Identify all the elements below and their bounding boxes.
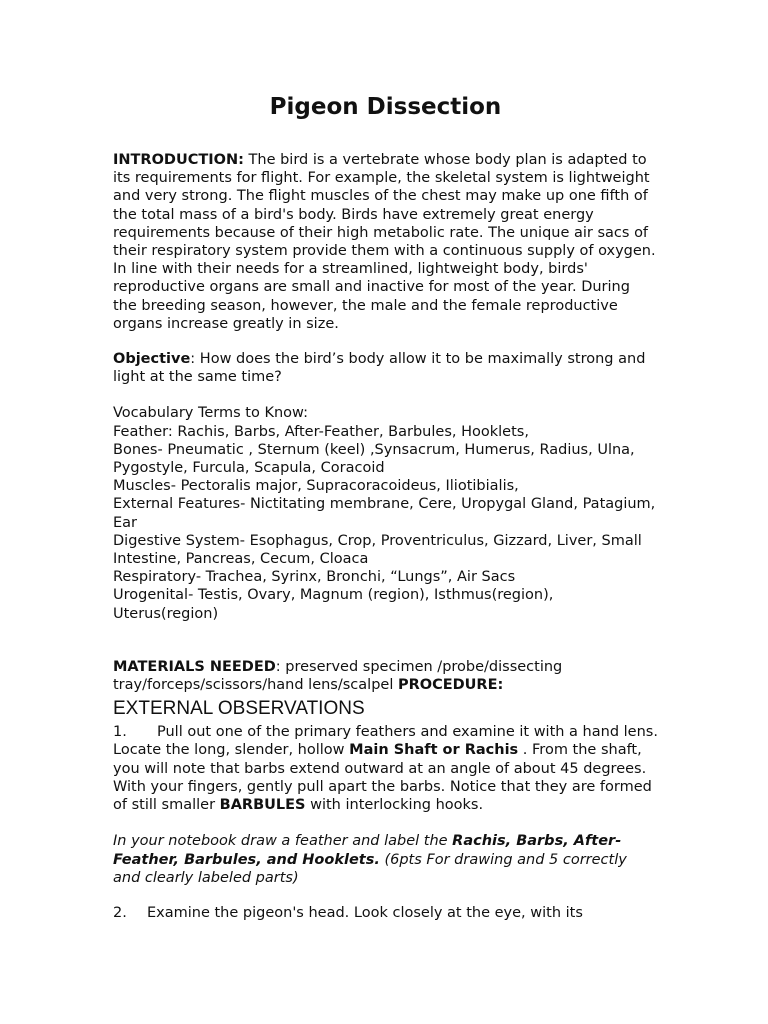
objective-label: Objective [113, 351, 191, 368]
objective-paragraph [113, 350, 658, 386]
materials-paragraph [113, 658, 658, 694]
introduction-label: INTRODUCTION: [113, 152, 244, 168]
step-1-paragraph [113, 723, 658, 814]
vocabulary-section [113, 404, 658, 622]
vocabulary-line: Bones- Pneumatic , Sternum (keel) ,Synsacrum, Humerus, Radius, Ulna, Pygostyle, Furcula, Scapula, Coracoid [113, 441, 635, 477]
step-1-bold-rachis: Main Shaft or Rachis [349, 742, 519, 759]
vocabulary-heading: Vocabulary Terms to Know: [113, 405, 308, 422]
notebook-text: In your notebook draw a feather and label the [113, 833, 453, 850]
step-1-text: . From the shaft, you will note that barbs extend outward at an angle of about 45 degrees. With your fingers, gently pull apart the barbs. Notice that they are formed of still smaller [113, 742, 652, 814]
step-2-paragraph [113, 904, 658, 922]
notebook-bold-parts: Rachis, Barbs, After-Feather, Barbules, and Hooklets. [113, 833, 622, 868]
vocabulary-line: Digestive System- Esophagus, Crop, Proventriculus, Gizzard, Liver, Small Intestine, Pancreas, Cecum, Cloaca [113, 532, 642, 568]
vocabulary-line: Feather: Rachis, Barbs, After-Feather, Barbules, Hooklets, [113, 423, 529, 440]
step-2-number: 2. [113, 904, 127, 921]
vocabulary-line: Respiratory- Trachea, Syrinx, Bronchi, “Lungs”, Air Sacs [113, 569, 516, 586]
step-1-text: Pull out one of the primary feathers and examine it with a hand lens. Locate the long, slender, hollow [113, 724, 658, 759]
vocabulary-line: Muscles- Pectoralis major, Supracoracoideus, Iliotibialis, [113, 478, 519, 495]
step-1-bold-barbules: BARBULES [219, 797, 306, 814]
step-1-number: 1. [113, 724, 127, 741]
vocabulary-line: External Features- Nictitating membrane, Cere, Uropygal Gland, Patagium, Ear [113, 496, 656, 531]
procedure-label: PROCEDURE: [397, 677, 504, 694]
objective-text: : How does the bird’s body allow it to be maximally strong and light at the same time? [113, 351, 646, 386]
page-title: Pigeon Dissection [269, 94, 502, 120]
notebook-instruction [113, 832, 658, 887]
step-2-text: Examine the pigeon's head. Look closely at the eye, with its [147, 904, 583, 921]
external-observations-heading: EXTERNAL OBSERVATIONS [113, 698, 365, 720]
introduction-paragraph [113, 151, 658, 333]
introduction-text: The bird is a vertebrate whose body plan is adapted to its requirements for flight. For example, the skeletal system is lightweight and very strong. The flight muscles of the chest may make up one fifth of the total mass of a bird's body. Birds have extremely great energy requirements because of their high metabolic rate. The unique air sacs of their respiratory system provide them with a continuous supply of oxygen. In line with their needs for a streamlined, lightweight body, birds' reproductive organs are small and inactive for most of the year. During the breeding season, however, the male and the female reproductive organs increase greatly in size. [113, 152, 656, 332]
vocabulary-line: Urogenital- Testis, Ovary, Magnum (region), Isthmus(region), Uterus(region) [113, 587, 554, 622]
notebook-points: (6pts For drawing and 5 correctly and clearly labeled parts) [113, 851, 627, 886]
materials-label: MATERIALS NEEDED [113, 658, 276, 675]
materials-text: : preserved specimen /probe/dissecting tray/forceps/scissors/hand lens/scalpel [113, 658, 563, 694]
step-1-text: with interlocking hooks. [305, 797, 484, 814]
